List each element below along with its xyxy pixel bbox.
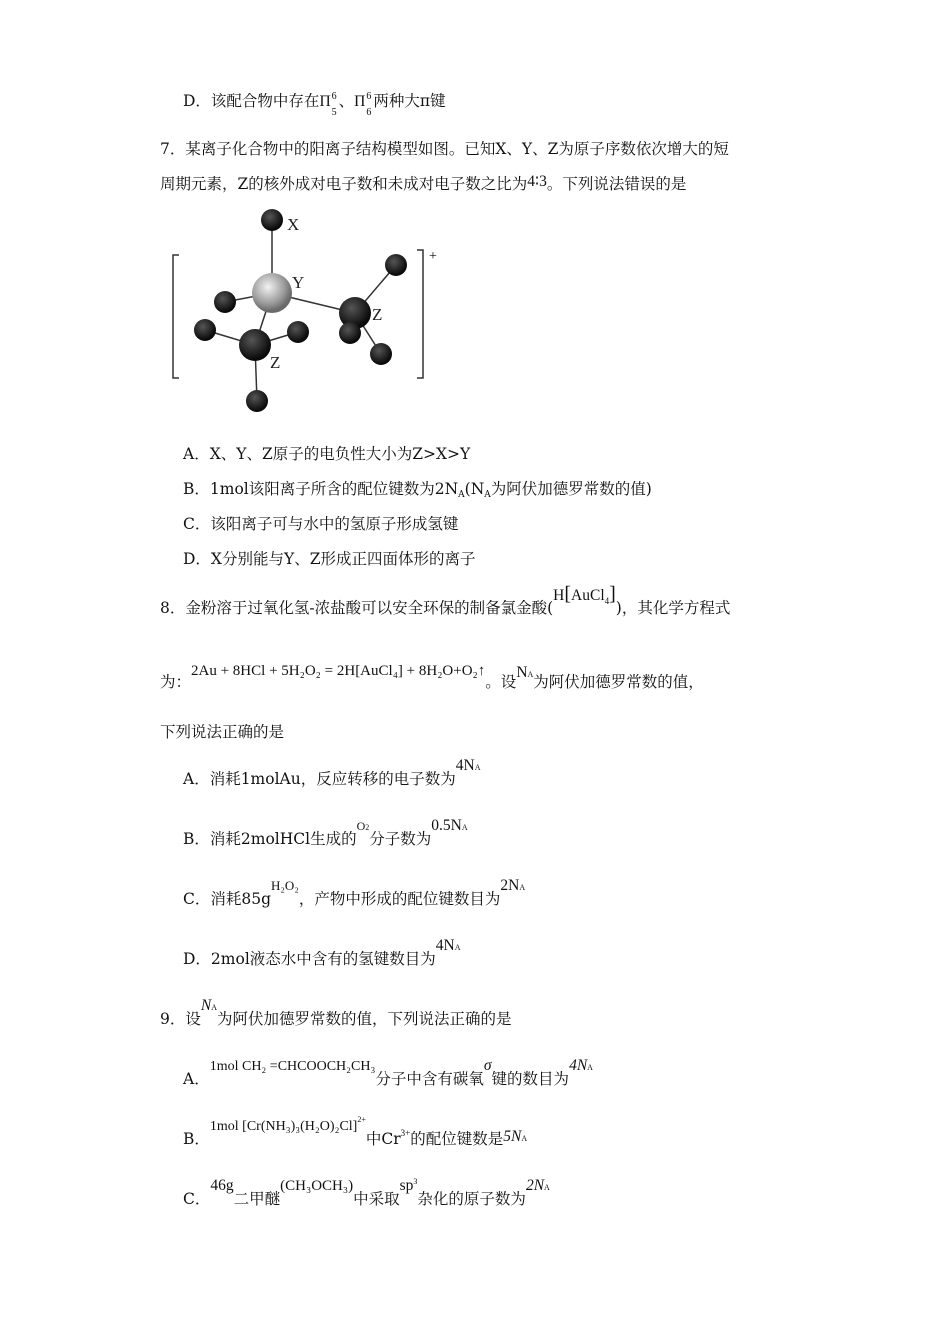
q9-option-b: B．1mol $[Cr(NH_3)_3(H_2O)_2Cl]^{2+}$中$Cr^{3+}$的配位键数是5NA <box>183 1115 528 1148</box>
cation-structure-diagram <box>165 205 450 420</box>
atom-x-bottom-left <box>194 319 216 341</box>
atom-x-left <box>214 291 236 313</box>
q7-stem-line-2: 周期元素，Z的核外成对电子数和未成对电子数之比为4∶3。下列说法错误的是 <box>160 173 687 193</box>
q8-option-a: A．消耗1molAu，反应转移的电子数为4NA <box>183 757 481 788</box>
q8-stem-line-2: 为：2Au + 8HCl + 5H₂O₂ = 2H[AuCl₄] + 8H₂O+O₂↑。设NA为阿伏加德罗常数的值， <box>160 663 704 691</box>
q7-option-b: B．1mol该阳离子所含的配位键数为2NA(NA为阿伏加德罗常数的值) <box>183 480 652 500</box>
chloroauric-acid-formula: H[AuCl$_4$] <box>553 583 616 606</box>
q7-stem-line-1: 7．某离子化合物中的阳离子结构模型如图。已知X、Y、Z为原子序数依次增大的短 <box>160 140 729 158</box>
q9-option-a: A．1mol CH₂ =CHCOOCH₂CH₃分子中含有碳氧σ键的数目为4NA <box>183 1057 593 1088</box>
charge-label: + <box>429 249 437 264</box>
atom-x-bottom-right <box>287 321 309 343</box>
pi-bond-2: Π 6 6 <box>354 91 372 118</box>
q9-option-c: C．46g二甲醚(CH₃OCH₃)中采取$sp^3$杂化的原子数为2NA <box>183 1177 550 1208</box>
label-z-right: Z <box>372 305 383 324</box>
pi-bond-1: Π 6 5 <box>319 91 337 118</box>
atom-z-bottom <box>239 329 271 361</box>
q8-option-b: B．消耗2molHCl生成的$^{O2}$分子数为0.5NA <box>183 817 468 848</box>
ratio: 4∶3 <box>527 173 547 190</box>
label-x: X <box>287 215 300 234</box>
label-z-bottom: Z <box>270 353 281 372</box>
atom-y-center <box>252 273 292 313</box>
q8-option-d: D．2mol液态水中含有的氢键数目为4NA <box>183 937 461 968</box>
left-bracket <box>173 255 179 378</box>
q8-option-c: C．消耗$85g^{H_2O_2}$，产物中形成的配位键数目为2NA <box>183 877 526 908</box>
q6-option-d: D．该配合物中存在Π 6 5 、Π 6 6 两种大π键 <box>183 91 446 118</box>
label-y: Y <box>292 273 305 292</box>
atom-x-right-top <box>385 254 407 276</box>
right-bracket <box>417 250 423 378</box>
atom-x-bottom <box>246 390 268 412</box>
atom-x-right-mid <box>339 322 361 344</box>
q8-stem-line-3: 下列说法正确的是 <box>160 723 285 741</box>
q7-option-c: C．该阳离子可与水中的氢原子形成氢键 <box>183 515 459 533</box>
reaction-equation: 2Au + 8HCl + 5H₂O₂ = 2H[AuCl₄] + 8H₂O+O₂↑ <box>191 663 486 679</box>
q7-option-d: D．X分别能与Y、Z形成正四面体形的离子 <box>183 550 476 568</box>
atom-x-right-bottom <box>370 343 392 365</box>
q7-option-a: A．X、Y、Z原子的电负性大小为Z>X>Y <box>183 445 471 463</box>
q8-stem-line-1: 8．金粉溶于过氧化氢-浓盐酸可以安全环保的制备氯金酸(H[AuCl$_4$])，其化学方程式 <box>160 583 731 617</box>
atom-x-top <box>261 209 283 231</box>
q9-stem: 9．设NA为阿伏加德罗常数的值，下列说法正确的是 <box>160 997 512 1028</box>
